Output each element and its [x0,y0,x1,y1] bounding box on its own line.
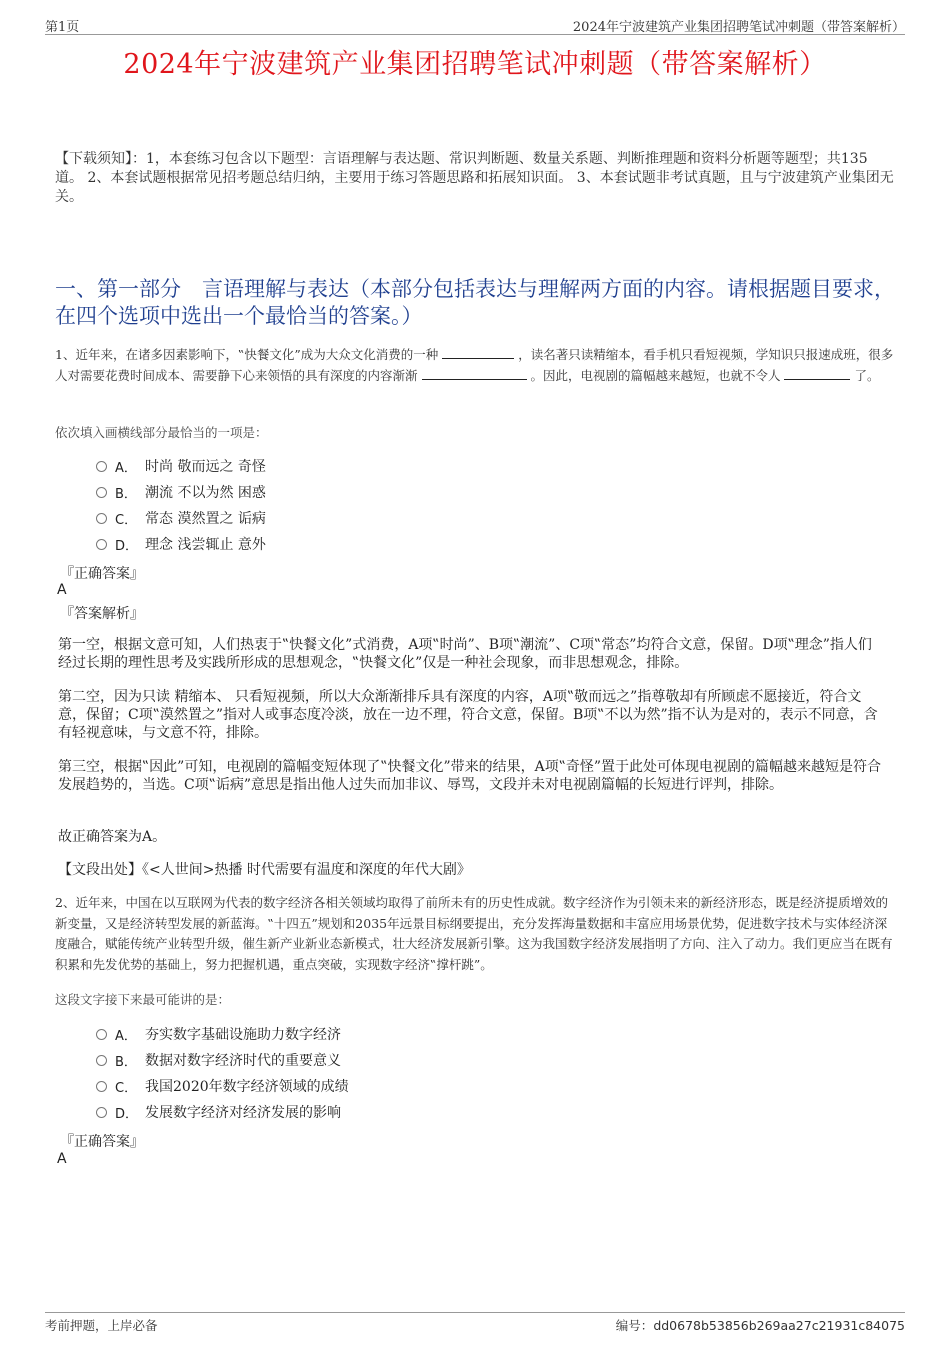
radio-icon[interactable] [96,1107,107,1118]
source-citation: 【文段出处】《<人世间>热播 时代需要有温度和深度的年代大剧》 [58,862,471,878]
answer-label: 『正确答案』 [60,566,144,582]
option-c[interactable]: C． 常态 漠然置之 诟病 [96,505,266,531]
page-header [45,14,905,35]
radio-icon[interactable] [96,1029,107,1040]
question-2-options [96,1021,349,1125]
analysis-conclusion: 故正确答案为A。 [58,829,167,845]
download-notice: 【下载须知】：1，本套练习包含以下题型：言语理解与表达题、常识判断题、数量关系题、判断推理题和资料分析题等题型；共135道。 2、本套试题根据常见招考题总结归纳，主要用于练习答题思路和拓展知识面。 3、本套试题非考试真题，且与宁波建筑产业集团无关。 [55,151,894,205]
question-2-prompt: 这段文字接下来最可能讲的是： [55,992,231,1007]
fill-blank-2 [422,367,527,380]
radio-icon[interactable] [96,461,107,472]
radio-icon[interactable] [96,539,107,550]
document-code: 编号：dd0678b53856b269aa27c21931c84075 [615,1318,905,1333]
fill-blank-3 [784,367,850,380]
question-1-prompt: 依次填入画横线部分最恰当的一项是： [55,425,268,440]
question-1-text: 1、近年来，在诸多因素影响下，‟快餐文化”成为大众文化消费的一种 ，读名著只读精缩本，看手机只看短视频，学知识只报速成班，很多人对需要花费时间成本、需要静下心来领悟的具有深度的内容渐渐 。因此，电视剧的篇幅越来越短，也就不令人 了。 [55,347,894,383]
answer-value: A [57,582,67,598]
option-d[interactable]: D． 发展数字经济对经济发展的影响 [96,1099,349,1125]
answer-label: 『正确答案』 [60,1134,144,1150]
option-b[interactable]: B． 潮流 不以为然 困惑 [96,479,266,505]
page-number: 第1页 [45,20,80,35]
document-title: 2024年宁波建筑产业集团招聘笔试冲刺题（带答案解析） [123,49,827,80]
question-2-text: 2、近年来，中国在以互联网为代表的数字经济各相关领域均取得了前所未有的历史性成就。数字经济作为引领未来的新经济形态，既是经济提质增效的新变量，又是经济转型发展的新蓝海。‟十四五”规划和2035年远景目标纲要提出，充分发挥海量数据和丰富应用场景优势，促进数字技术与实体经济深度融合，赋能传统产业转型升级，催生新产业新业态新模式，壮大经济发展新引擎。这为我国数字经济发展指明了方向、注入了动力。我们更应当在既有积累和先发优势的基础上，努力把握机遇，重点突破，实现数字经济‟撑杆跳”。 [55,895,893,972]
footer-slogan: 考前押题，上岸必备 [45,1318,158,1333]
option-a[interactable]: A． 夯实数字基础设施助力数字经济 [96,1021,349,1047]
analysis-paragraph: 第一空，根据文意可知，人们热衷于‟快餐文化”式消费，A项‟时尚”、B项‟潮流”、C项‟常态”均符合文意，保留。D项‟理念”指人们经过长期的理性思考及实践所形成的思想观念，‟快餐文化”仅是一种社会现象，而非思想观念，排除。 [58,637,872,671]
option-d[interactable]: D． 理念 浅尝辄止 意外 [96,531,266,557]
radio-icon[interactable] [96,1055,107,1066]
radio-icon[interactable] [96,513,107,524]
radio-icon[interactable] [96,1081,107,1092]
page-footer [45,1312,905,1335]
analysis-label: 『答案解析』 [60,606,144,622]
answer-value: A [57,1151,67,1167]
option-c[interactable]: C． 我国2020年数字经济领域的成绩 [96,1073,349,1099]
option-b[interactable]: B． 数据对数字经济时代的重要意义 [96,1047,349,1073]
radio-icon[interactable] [96,487,107,498]
header-doc-title: 2024年宁波建筑产业集团招聘笔试冲刺题（带答案解析） [572,20,905,35]
analysis-paragraph: 第三空，根据‟因此”可知，电视剧的篇幅变短体现了‟快餐文化”带来的结果，A项‟奇怪”置于此处可体现电视剧的篇幅越来越短是符合发展趋势的，当选。C项‟诟病”意思是指出他人过失而加非议、辱骂，文段并未对电视剧篇幅的长短进行评判，排除。 [58,759,882,793]
analysis-paragraph: 第二空，因为只读 精缩本、 只看短视频，所以大众渐渐排斥具有深度的内容，A项‟敬而远之”指尊敬却有所顾虑不愿接近，符合文意，保留；C项‟漠然置之”指对人或事态度冷淡，放在一边不理，符合文意，保留。B项‟不以为然”指不认为是对的，表示不同意，含有轻视意味，与文意不符，排除。 [58,689,878,741]
question-1-options [96,453,266,557]
section-heading: 一、第一部分 言语理解与表达（本部分包括表达与理解两方面的内容。请根据题目要求，在四个选项中选出一个最恰当的答案。） [55,277,895,328]
option-a[interactable]: A． 时尚 敬而远之 奇怪 [96,453,266,479]
fill-blank-1 [442,346,514,359]
